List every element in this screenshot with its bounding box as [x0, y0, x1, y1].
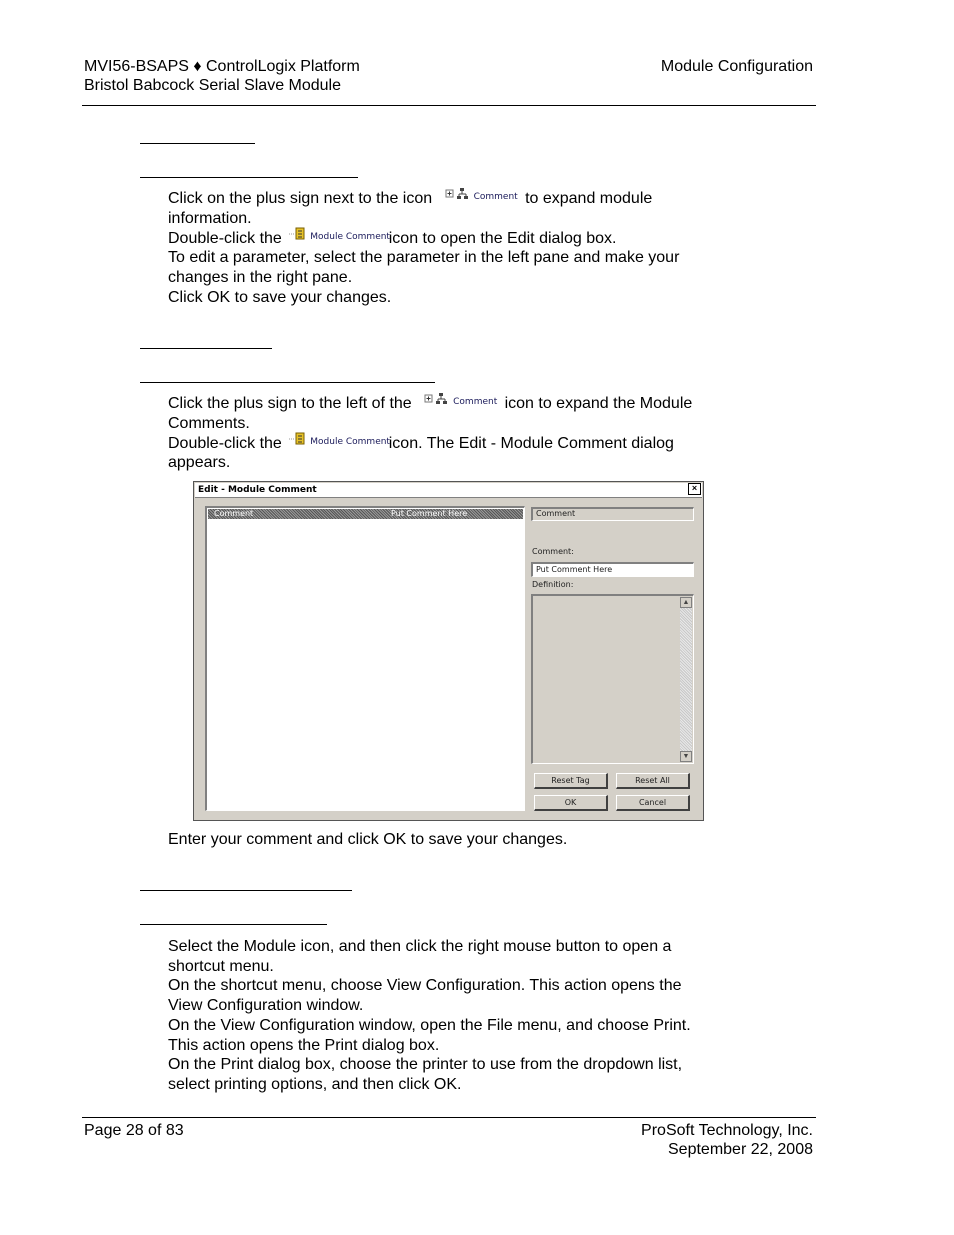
section-module-comment	[168, 394, 738, 473]
section-print-configuration	[168, 937, 738, 1095]
definition-label: Definition:	[532, 580, 574, 589]
heading-rule	[140, 924, 327, 925]
paragraph-line: changes in the right pane.	[168, 269, 353, 286]
header-module-name: Bristol Babcock Serial Slave Module	[84, 77, 342, 94]
comment-tree-icon	[424, 392, 498, 412]
edit-module-comment-dialog	[193, 481, 704, 821]
footer-rule	[82, 1117, 816, 1118]
paragraph-line: On the shortcut menu, choose View Configuration. This action opens the	[168, 977, 682, 995]
section-edit-module-info	[168, 189, 738, 307]
paragraph-line: View Configuration window.	[168, 997, 364, 1015]
heading-rule	[140, 177, 358, 178]
paragraph-line: To edit a parameter, select the parameter in the left pane and make your	[168, 249, 680, 267]
header-section-title: Module Configuration	[660, 58, 813, 75]
page-number: Page 28 of 83	[84, 1122, 184, 1139]
close-icon[interactable]: ×	[688, 483, 701, 495]
comment-tree-label: Comment	[473, 192, 518, 202]
parameter-name-field: Comment	[531, 507, 694, 521]
paragraph-line: shortcut menu.	[168, 957, 274, 975]
paragraph-line: Click on the plus sign next to the icon Comment to expand module	[168, 189, 738, 209]
paragraph-line: select printing options, and then click OK.	[168, 1075, 462, 1093]
paragraph-line: Comments.	[168, 414, 250, 432]
definition-text-area	[531, 594, 694, 764]
footer-company: ProSoft Technology, Inc.	[641, 1122, 813, 1139]
paragraph-line: On the View Configuration window, open the File menu, and choose Print.	[168, 1016, 691, 1034]
heading-rule	[140, 382, 435, 383]
paragraph-line: appears.	[168, 454, 231, 472]
header-product-line: MVI56-BSAPS ♦ ControlLogix Platform	[84, 58, 360, 75]
module-comment-icon	[288, 227, 390, 247]
reset-tag-button[interactable]: Reset Tag	[534, 773, 608, 789]
reset-all-button[interactable]: Reset All	[616, 773, 690, 789]
paragraph-line: This action opens the Print dialog box.	[168, 1036, 440, 1054]
list-item-value: Put Comment Here	[391, 509, 468, 518]
footer-date: September 22, 2008	[668, 1141, 813, 1158]
parameter-list[interactable]	[205, 506, 525, 811]
heading-rule	[140, 348, 272, 349]
comment-input[interactable]: Put Comment Here	[531, 562, 694, 577]
dialog-title-bar	[195, 483, 702, 498]
module-comment-icon	[288, 432, 390, 452]
scroll-up-arrow-icon[interactable]: ▲	[680, 597, 692, 608]
paragraph-line: Click OK to save your changes.	[168, 288, 392, 306]
comment-label: Comment:	[532, 547, 574, 556]
module-comment-label: Module Comment	[310, 436, 390, 447]
paragraph-line: information.	[168, 209, 252, 227]
cancel-button[interactable]: Cancel	[616, 795, 690, 811]
paragraph-line	[168, 830, 738, 850]
paragraph-line: Double-click the Module Comment icon to open the Edit dialog box.	[168, 229, 738, 249]
dialog-title: Edit - Module Comment	[198, 485, 317, 495]
module-comment-label: Module Comment	[310, 231, 390, 242]
paragraph-line: Double-click the Module Comment icon. The Edit - Module Comment dialog	[168, 434, 738, 454]
paragraph-line: Select the Module icon, and then click the right mouse button to open a	[168, 938, 672, 955]
heading-rule	[140, 890, 352, 891]
vertical-scrollbar[interactable]	[680, 597, 692, 762]
list-item[interactable]	[208, 509, 523, 519]
heading-rule	[140, 143, 255, 144]
scroll-down-arrow-icon[interactable]: ▼	[680, 751, 692, 762]
paragraph-line: Click the plus sign to the left of the Comment icon to expand the Module	[168, 394, 738, 414]
paragraph-line: Enter your comment and click OK to save your changes.	[168, 831, 568, 848]
list-item-name: Comment	[214, 509, 254, 518]
paragraph-line: On the Print dialog box, choose the printer to use from the dropdown list,	[168, 1056, 683, 1074]
header-rule	[82, 105, 816, 106]
comment-tree-icon	[445, 187, 518, 207]
comment-tree-label: Comment	[453, 397, 498, 407]
ok-button[interactable]: OK	[534, 795, 608, 811]
